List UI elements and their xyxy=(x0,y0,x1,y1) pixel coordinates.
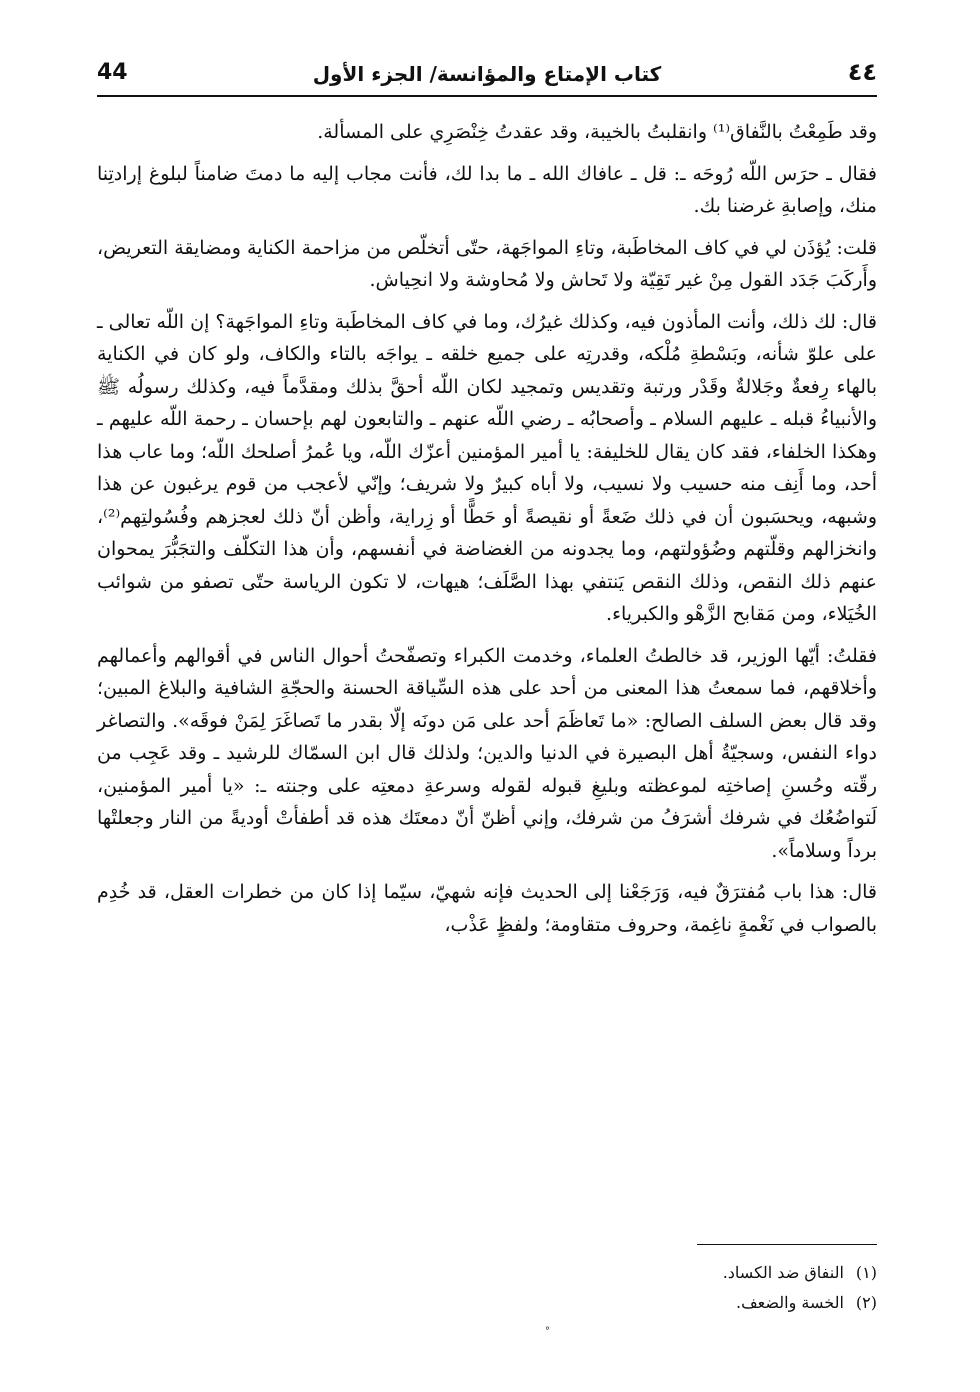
footnote-mark: (١) xyxy=(855,1263,877,1282)
footnote-text: الخسة والضعف. xyxy=(736,1293,844,1312)
paragraph: فقلتُ: أيّها الوزير، قد خالطتُ العلماء، وخدمت الكبراء وتصفّحتُ أحوال الناس في أقوالهم وأعمالهم وأخلاقهم، فما سمعتُ هذا المعنى من أحد على هذه السِّياقة الحسنة والحجّةِ الشافية والبلاغ المبين؛ وقد قال بعض السلف الصالح: «ما تَعاظَمَ أحد على مَن دونَه إلّا بقدر ما تَصاغَرَ لِمَنْ فوقَه». والتصاغر دواء النفس، وسجيّةُ أهل البصيرة في الدنيا والدين؛ ولذلك قال ابن السمّاك للرشيد ـ وقد عَجِب من رقّته وحُسنِ إصاختِه لموعظته وبليغِ قبوله لقوله وسرعةِ دمعتِه على وجنته ـ: «يا أمير المؤمنين، لَتواضُعُك في شرفك أشرَفُ من شرفك، وإني أظنّ أنّ دمعتَك هذه قد أطفأتْ أوديةً من النار وجعلتْها برداً وسلاماً». xyxy=(97,644,877,862)
footnote xyxy=(97,1288,877,1318)
page-number-latin: 44 xyxy=(97,60,128,85)
paragraph: وقد طَمِعْتُ بالنَّفاق⁽¹⁾ وانقلبتُ بالخيبة، وقد عقدتُ خِنْصَرِي على المسألة. xyxy=(317,121,877,143)
paragraph: قال: لك ذلك، وأنت المأذون فيه، وكذلك غيرُك، وما في كاف المخاطَبة وتاءِ المواجَهة؟ إن اللّه تعالى ـ على علوّ شأنه، وبَسْطةِ مُلْكه، وقدرتِه على جميع خلقه ـ يواجَه بالتاء والكاف، ولو كان في الكناية بالهاء رِفعةٌ وجَلالةٌ وقَدْر ورتبة وتقديس وتمجيد لكان اللّه أحقَّ بذلك ومقدَّماً فيه، وكذلك رسولُه ﷺ والأنبياءُ قبله ـ عليهم السلام ـ وأصحابُه ـ رضي اللّه عنهم ـ والتابعون لهم بإحسان ـ رحمة اللّه عليهم ـ وهكذا الخلفاء، فقد كان يقال للخليفة: يا أمير المؤمنين أعزّك اللّه، ويا عُمرُ أصلحك اللّه؛ وما عاب هذا أحد، وما أَنِف منه حسيب ولا نسيب، ولا أباه كبيرٌ ولا شريف؛ وإنّي لأعجب من قوم يرغبون عن هذا وشبهه، ويحسَبون أن في ذلك ضَعةً أو نقيصةً أو حَطًّا أو زِراية، وأظن أنّ ذلك لعجزهم وفُسُولتِهم⁽²⁾، وانخزالهم وقلّتهم وضُؤولتهم، وما يجدونه من الغضاضة في أنفسهم، وأن هذا التكلّف والتجَبُّرَ يمحوان عنهم ذلك النقص، وذلك النقص يَنتفي بهذا الصَّلَف؛ هيهات، لا تكون الرياسة حتّى تصفو من شوائب الخُيَلاء، ومن مَقابح الزَّهْو والكبرياء. xyxy=(97,310,877,625)
footnote xyxy=(97,1258,877,1288)
footnotes xyxy=(97,1258,877,1318)
running-title: كتاب الإمتاع والمؤانسة/ الجزء الأول xyxy=(312,62,662,86)
main-text xyxy=(97,116,877,950)
footnote-text: النفاق ضد الكساد. xyxy=(722,1263,844,1282)
header-divider xyxy=(97,95,877,97)
footnote-divider xyxy=(697,1244,877,1245)
page-header xyxy=(97,52,877,92)
page-number-arabic: ٤٤ xyxy=(847,58,877,86)
footnote-mark: (٢) xyxy=(855,1293,877,1312)
paragraph: قلت: يُؤذَن لي في كاف المخاطَبة، وتاءِ المواجَهة، حتّى أتخلّص من مزاحمة الكناية ومضايقة التعريض، وأَركَبَ جَدَد القول مِنْ غير تَقِيّة ولا تَحاش ولا مُحاوشة ولا انحِياش. xyxy=(97,236,877,291)
page-dot-mark: ° xyxy=(545,1326,550,1337)
paragraph: فقال ـ حرَس اللّه رُوحَه ـ: قل ـ عافاك الله ـ ما بدا لك، فأنت مجاب إليه ما دمتَ ضامناً لبلوغ إرادتِنا منك، وإصابةِ غرضنا بك. xyxy=(97,162,877,217)
paragraph: قال: هذا باب مُفترَقٌ فيه، وَرَجَعْنا إلى الحديث فإنه شهيّ، سيّما إذا كان من خطرات العقل، قد خُدِم بالصواب في نَغْمةٍ ناغِمة، وحروف متقاومة؛ ولفظٍ عَذْب، xyxy=(97,881,877,936)
